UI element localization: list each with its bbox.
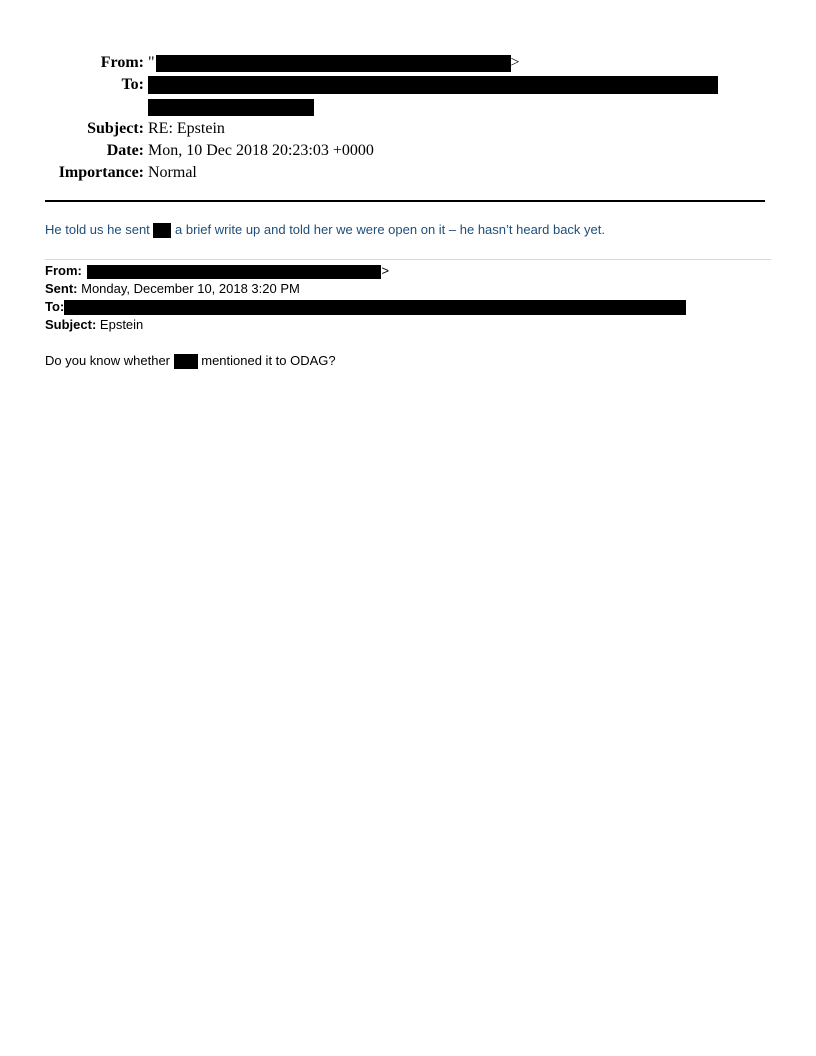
orig-subject-row [45, 316, 686, 334]
date-label: Date: [106, 142, 144, 159]
quoted-message-header [45, 262, 686, 334]
message-header [0, 52, 816, 184]
orig-to-row [45, 298, 686, 316]
reply-body [45, 221, 605, 239]
orig-subject-value: Epstein [99, 317, 144, 332]
body-text-end: mentioned it to ODAG? [197, 353, 336, 368]
quoted-divider [45, 259, 771, 260]
from-bracket: > [510, 54, 520, 71]
orig-from-label: From: [45, 263, 82, 278]
from-row [0, 52, 816, 74]
orig-subject-label: Subject: [45, 317, 97, 332]
orig-from-bracket: > [381, 263, 390, 278]
to-value-continued [148, 96, 314, 118]
orig-sent-value: Monday, December 10, 2018 3:20 PM [81, 281, 300, 296]
redaction-block [174, 354, 198, 369]
reply-text-end: a brief write up and told her we were open on it – he hasn’t heard back yet. [171, 222, 606, 237]
to-label: To: [121, 76, 144, 93]
importance-row [0, 162, 816, 184]
subject-value: RE: Epstein [148, 120, 225, 137]
orig-sent-label: Sent: [45, 281, 78, 296]
orig-to-label: To: [45, 299, 65, 314]
redaction-block [87, 265, 381, 279]
reply-text-start: He told us he sent [45, 222, 154, 237]
quoted-body [45, 352, 336, 370]
redaction-block [153, 223, 171, 238]
date-value: Mon, 10 Dec 2018 20:23:03 +0000 [148, 142, 374, 159]
redaction-block [148, 76, 718, 94]
date-row [0, 140, 816, 162]
to-value [148, 74, 718, 96]
header-divider [45, 200, 765, 202]
from-quote: " [148, 54, 155, 71]
importance-value: Normal [148, 164, 197, 181]
to-row-continued [0, 96, 816, 118]
redaction-block [148, 99, 314, 116]
redaction-block [64, 300, 686, 315]
orig-from-row [45, 262, 686, 280]
orig-sent-row [45, 280, 686, 298]
redaction-block [156, 55, 511, 72]
subject-label: Subject: [87, 120, 144, 137]
subject-row [0, 118, 816, 140]
from-label: From: [100, 54, 144, 71]
to-row [0, 74, 816, 96]
from-value [148, 52, 520, 74]
importance-label: Importance: [58, 164, 144, 181]
body-text-start: Do you know whether [45, 353, 174, 368]
